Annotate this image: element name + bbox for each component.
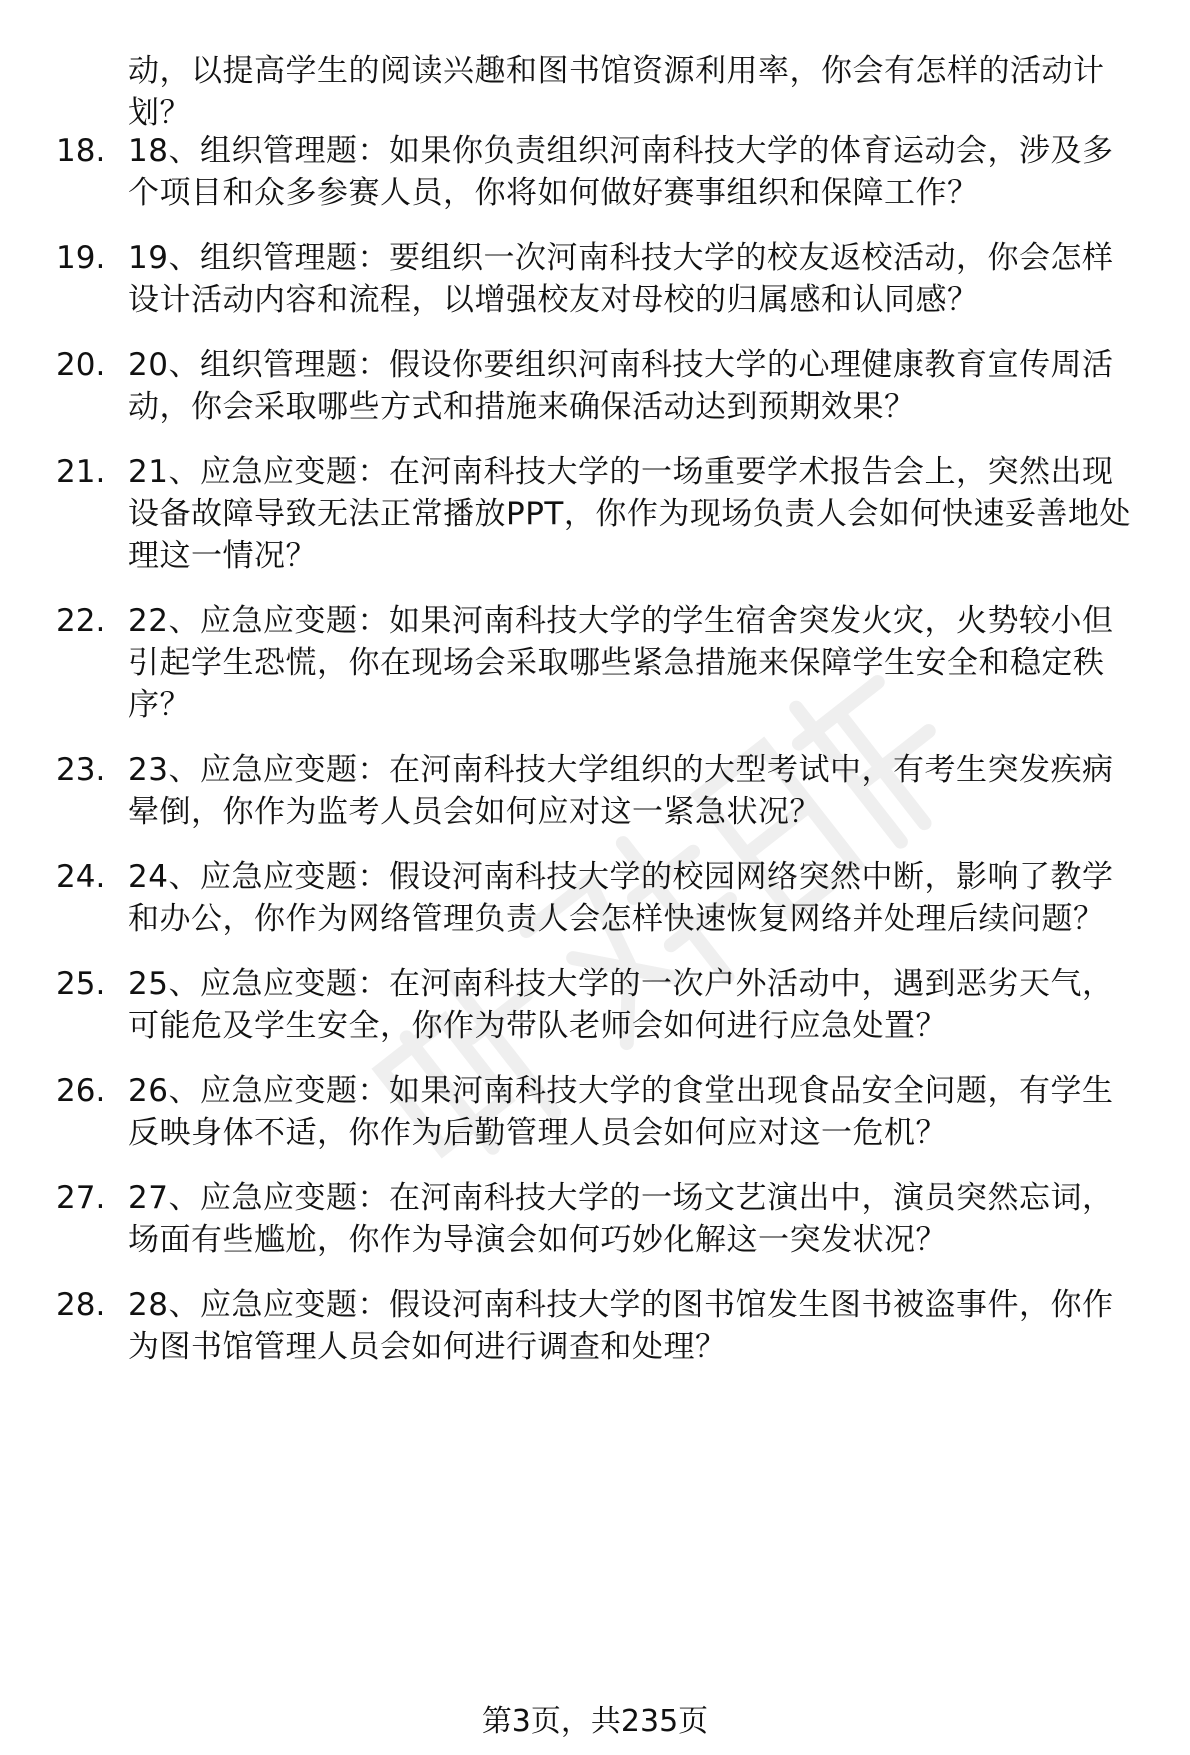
question-number: 21. — [56, 454, 106, 490]
question-number: 20. — [56, 347, 106, 383]
question-text: 19、组织管理题：要组织一次河南科技大学的校友返校活动，你会怎样设计活动内容和流程，以增强校友对母校的归属感和认同感？ — [128, 240, 1114, 318]
question-item — [56, 749, 1156, 833]
question-text: 26、应急应变题：如果河南科技大学的食堂出现食品安全问题，有学生反映身体不适，你作为后勤管理人员会如何应对这一危机？ — [128, 1073, 1114, 1151]
question-text: 22、应急应变题：如果河南科技大学的学生宿舍突发火灾，火势较小但引起学生恐慌，你在现场会采取哪些紧急措施来保障学生安全和稳定秩序？ — [128, 603, 1114, 723]
question-number: 22. — [56, 603, 106, 639]
question-number: 19. — [56, 240, 106, 276]
question-number: 28. — [56, 1287, 106, 1323]
question-item — [56, 1284, 1156, 1368]
question-text: 20、组织管理题：假设你要组织河南科技大学的心理健康教育宣传周活动，你会采取哪些方式和措施来确保活动达到预期效果？ — [128, 347, 1114, 425]
question-number: 23. — [56, 752, 106, 788]
question-number: 25. — [56, 966, 106, 1002]
question-text: 23、应急应变题：在河南科技大学组织的大型考试中，有考生突发疾病晕倒，你作为监考人员会如何应对这一紧急状况？ — [128, 752, 1114, 830]
question-item — [56, 600, 1156, 726]
question-item — [56, 856, 1156, 940]
question-item — [56, 963, 1156, 1047]
question-text: 28、应急应变题：假设河南科技大学的图书馆发生图书被盗事件，你作为图书馆管理人员会如何进行调查和处理？ — [128, 1287, 1114, 1365]
question-item — [56, 130, 1156, 214]
question-item — [56, 237, 1156, 321]
question-item — [56, 451, 1156, 577]
question-item — [56, 1177, 1156, 1261]
question-item — [56, 1070, 1156, 1154]
question-text: 21、应急应变题：在河南科技大学的一场重要学术报告会上，突然出现设备故障导致无法正常播放PPT，你作为现场负责人会如何快速妥善地处理这一情况？ — [128, 454, 1131, 574]
question-number: 26. — [56, 1073, 106, 1109]
page-footer: 第3页，共235页 — [481, 1704, 709, 1739]
question-number: 18. — [56, 133, 106, 169]
question-text: 27、应急应变题：在河南科技大学的一场文艺演出中，演员突然忘词，场面有些尴尬，你作为导演会如何巧妙化解这一突发状况？ — [128, 1180, 1114, 1258]
question-number: 27. — [56, 1180, 106, 1216]
question-number: 24. — [56, 859, 106, 895]
question-text: 24、应急应变题：假设河南科技大学的校园网络突然中断，影响了教学和办公，你作为网络管理负责人会怎样快速恢复网络并处理后续问题？ — [128, 859, 1114, 937]
question-text: 25、应急应变题：在河南科技大学的一次户外活动中，遇到恶劣天气，可能危及学生安全，你作为带队老师会如何进行应急处置？ — [128, 966, 1114, 1044]
question-list — [56, 130, 1156, 1391]
question-item — [56, 344, 1156, 428]
question-text: 18、组织管理题：如果你负责组织河南科技大学的体育运动会，涉及多个项目和众多参赛人员，你将如何做好赛事组织和保障工作？ — [128, 133, 1114, 211]
previous-question-continuation: 动，以提高学生的阅读兴趣和图书馆资源利用率，你会有怎样的活动计划？ — [128, 53, 1105, 131]
